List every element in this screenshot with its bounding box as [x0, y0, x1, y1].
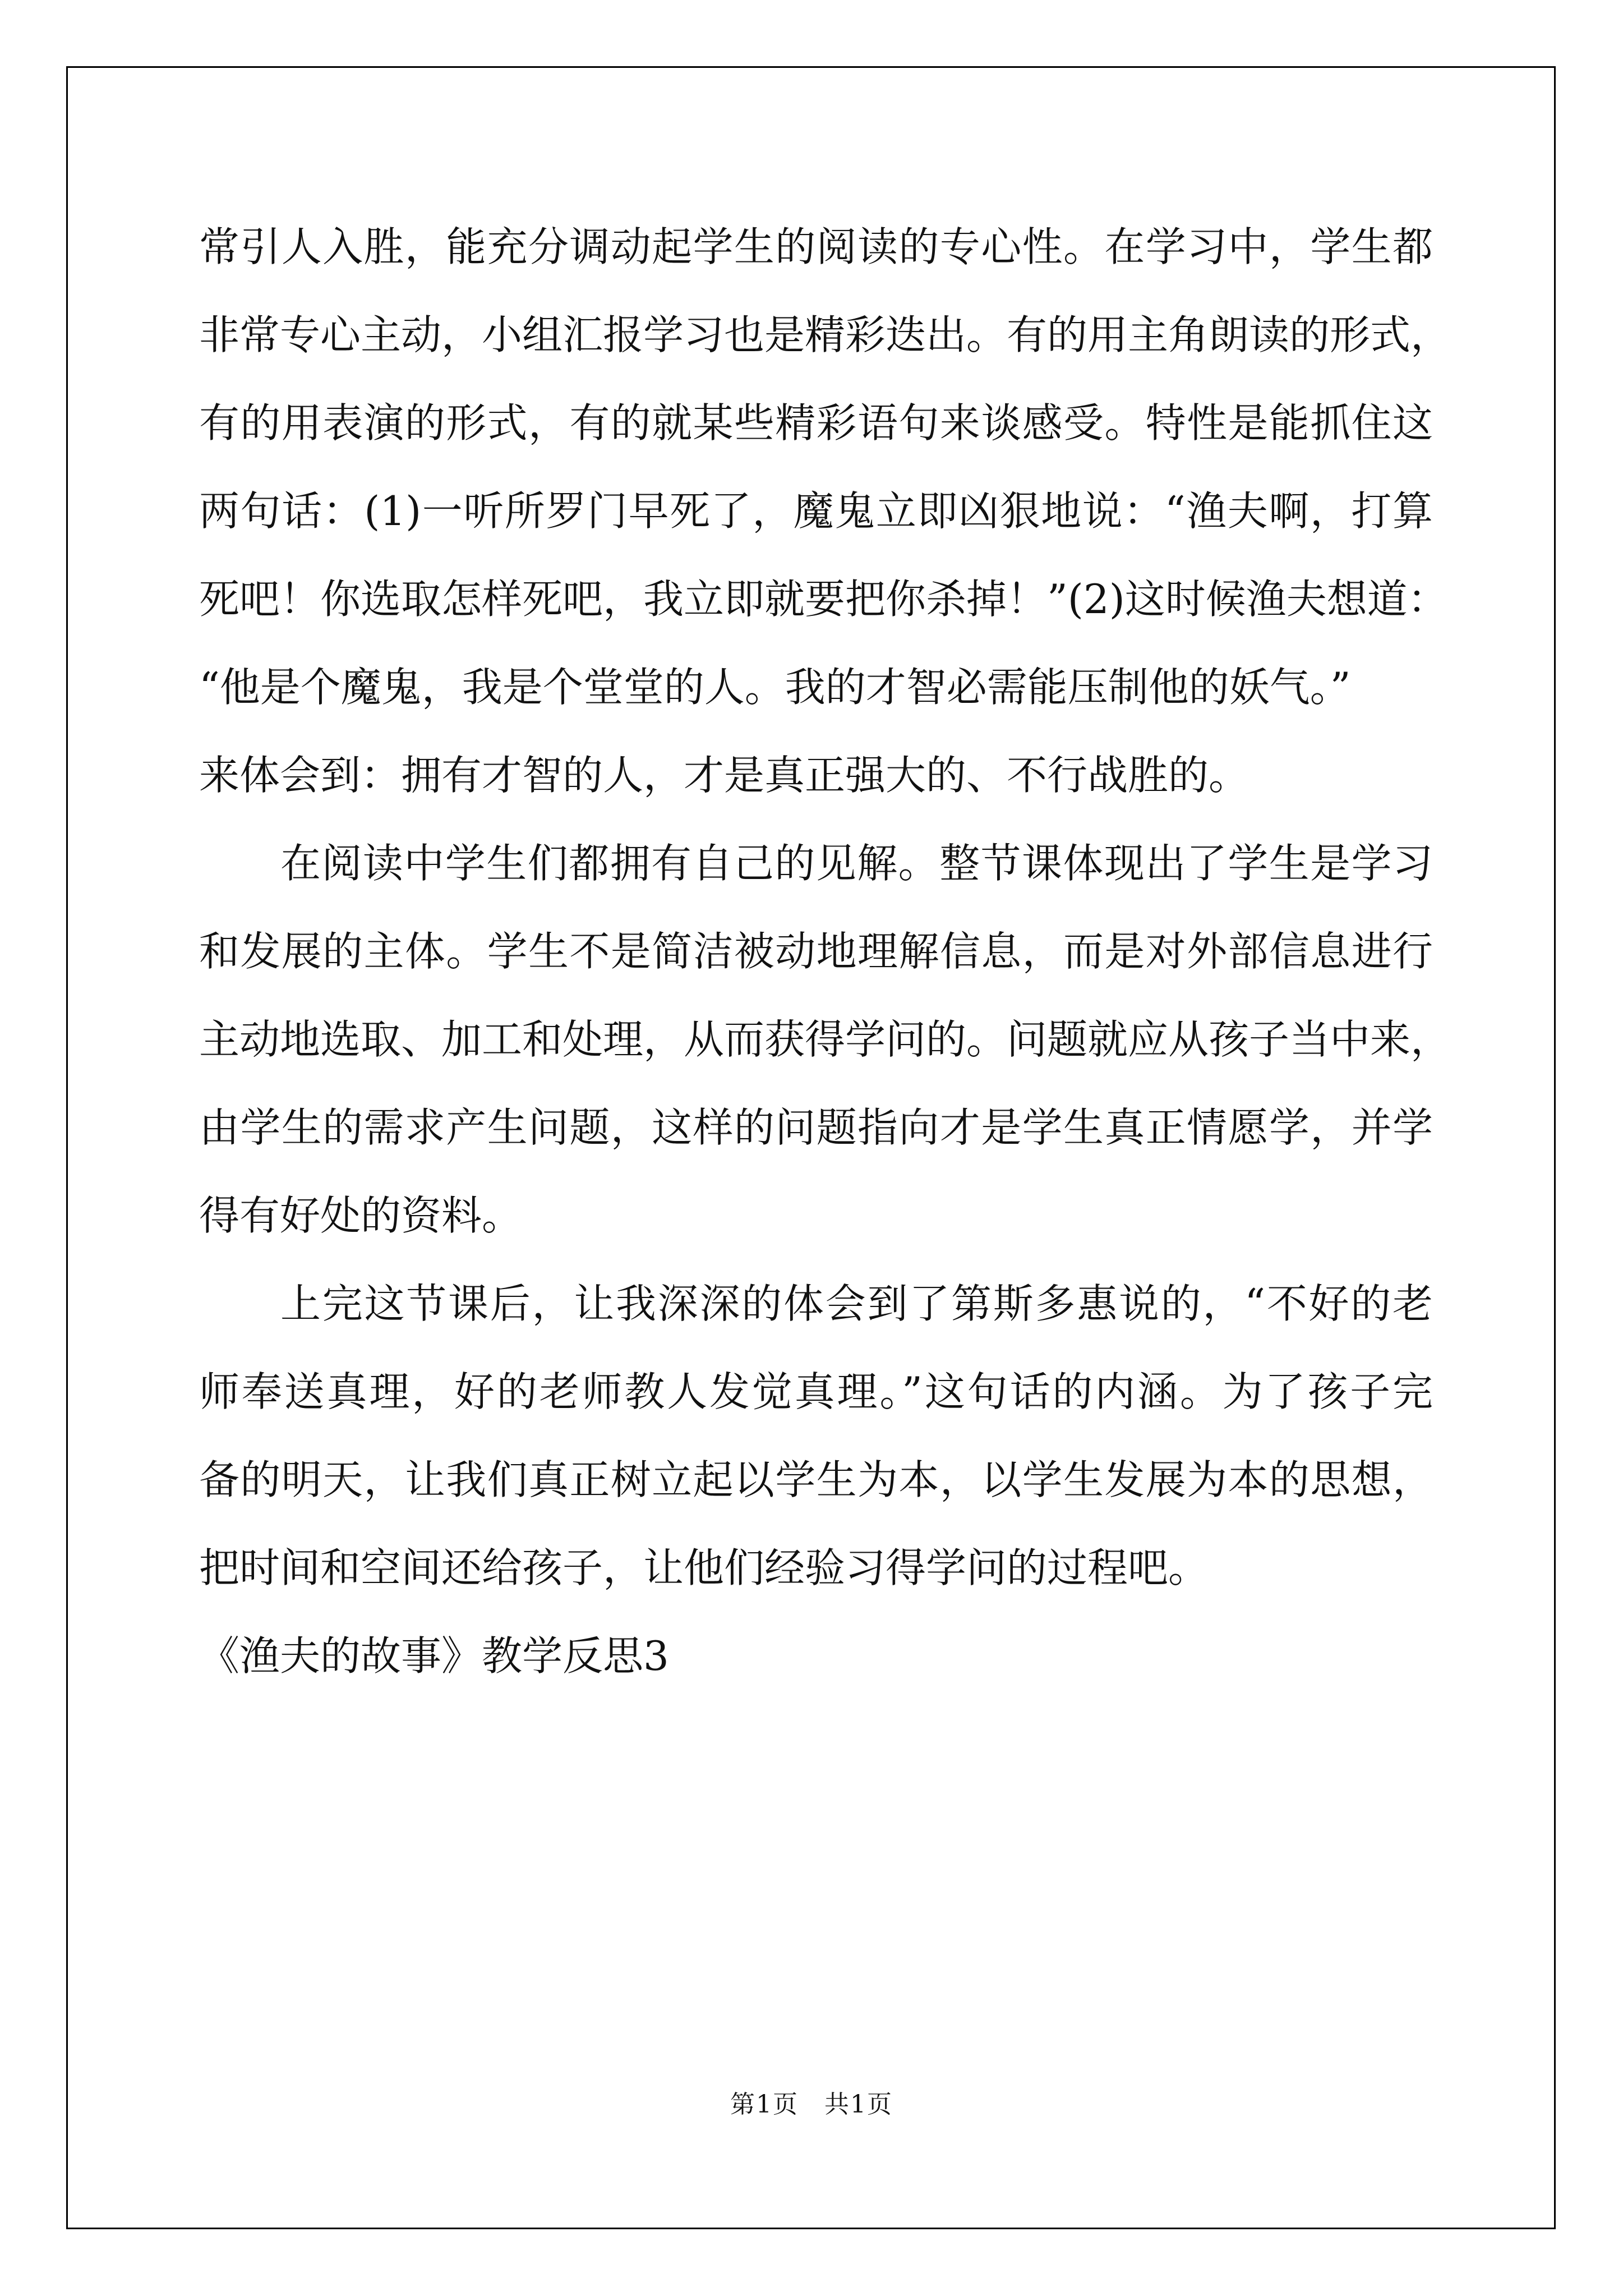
text-line: “他是个魔鬼，我是个堂堂的人。我的才智必需能压制他的妖气。” — [199, 664, 1351, 711]
text-line: 有的用表演的形式，有的就某些精彩语句来谈感受。特性是能抓住这 — [199, 399, 1433, 447]
paragraph-start-line: 在阅读中学生们都拥有自己的见解。整节课体现出了学生是学习 — [280, 840, 1433, 887]
text-line: 主动地选取、加工和处理，从而获得学问的。问题就应从孩子当中来， — [199, 1016, 1451, 1063]
text-line: 来体会到：拥有才智的人，才是真正强大的、不行战胜的。 — [199, 752, 1249, 799]
page-number-footer: 第1页 共1页 — [730, 2090, 893, 2119]
text-line: 师奉送真理，好的老师教人发觉真理。”这句话的内涵。为了孩子完 — [199, 1368, 1433, 1415]
text-line: 和发展的主体。学生不是简洁被动地理解信息，而是对外部信息进行 — [199, 928, 1433, 975]
section-heading: 《渔夫的故事》教学反思3 — [199, 1632, 669, 1680]
text-line: 非常专心主动，小组汇报学习也是精彩迭出。有的用主角朗读的形式， — [199, 311, 1451, 358]
text-line: 把时间和空间还给孩子，让他们经验习得学问的过程吧。 — [199, 1544, 1209, 1591]
text-line: 得有好处的资料。 — [199, 1192, 523, 1239]
text-line: 备的明天，让我们真正树立起以学生为本，以学生发展为本的思想， — [199, 1456, 1433, 1503]
paragraph-start-line: 上完这节课后，让我深深的体会到了第斯多惠说的，“不好的老 — [280, 1280, 1433, 1327]
text-line: 两句话：(1)一听所罗门早死了，魔鬼立即凶狠地说：“渔夫啊，打算 — [199, 487, 1433, 535]
text-line: 由学生的需求产生问题，这样的问题指向才是学生真正情愿学，并学 — [199, 1104, 1433, 1151]
text-line: 常引人入胜，能充分调动起学生的阅读的专心性。在学习中，学生都 — [199, 223, 1433, 270]
text-line: 死吧！你选取怎样死吧，我立即就要把你杀掉！”(2)这时候渔夫想道： — [199, 576, 1448, 623]
